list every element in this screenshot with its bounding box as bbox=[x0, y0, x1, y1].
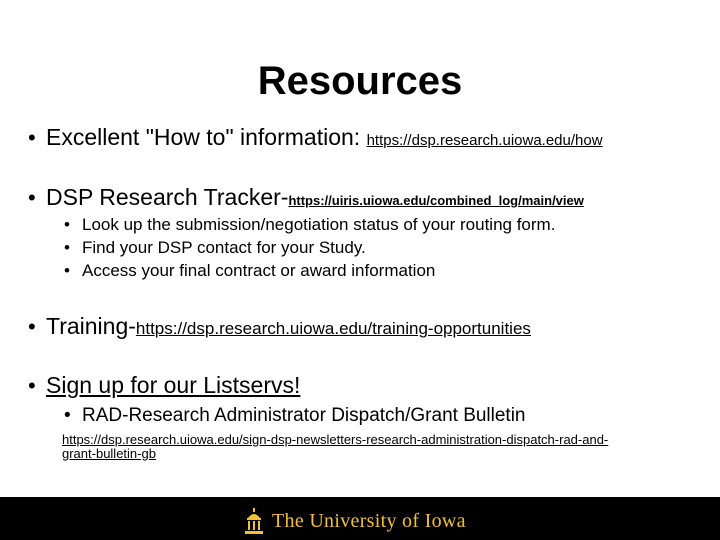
slide-title: Resources bbox=[257, 59, 463, 103]
sub-bullet: • Find your DSP contact for your Study. bbox=[64, 238, 366, 257]
bullet-dot: • bbox=[28, 125, 36, 150]
capitol-dome-icon bbox=[244, 508, 264, 534]
bullet-training-text: Training- bbox=[46, 313, 136, 339]
bullet-dot: • bbox=[28, 185, 36, 210]
training-link[interactable]: https://dsp.research.uiowa.edu/training-opportunities bbox=[135, 319, 531, 338]
sub-bullet: • Access your final contract or award information bbox=[64, 261, 436, 280]
university-logo bbox=[244, 507, 466, 535]
bullet-training bbox=[28, 313, 531, 340]
listservs-signup-link[interactable]: Sign up for our Listservs! bbox=[46, 372, 301, 398]
bullet-how-to-text: Excellent "How to" information: bbox=[46, 124, 367, 150]
footer-bar bbox=[0, 497, 720, 540]
sub-bullet: • Look up the submission/negotiation status of your routing form. bbox=[64, 215, 556, 234]
bullet-tracker-text: DSP Research Tracker- bbox=[46, 184, 289, 210]
university-logo-text: The University of Iowa bbox=[272, 509, 466, 532]
bullet-research-tracker bbox=[28, 184, 584, 211]
research-tracker-link[interactable]: https://uiris.uiowa.edu/combined_log/main/view bbox=[288, 193, 584, 208]
bullet-dot: • bbox=[28, 314, 36, 339]
how-to-link[interactable]: https://dsp.research.uiowa.edu/how bbox=[366, 132, 603, 149]
bullet-how-to bbox=[28, 124, 603, 151]
sub-bullet: • RAD-Research Administrator Dispatch/Grant Bulletin bbox=[64, 405, 526, 426]
bullet-listservs bbox=[28, 372, 300, 399]
bullet-dot: • bbox=[28, 373, 36, 398]
newsletter-link[interactable]: https://dsp.research.uiowa.edu/sign-dsp-newsletters-research-administration-dispatch-rad-and- grant-bulletin-gb bbox=[62, 432, 609, 461]
